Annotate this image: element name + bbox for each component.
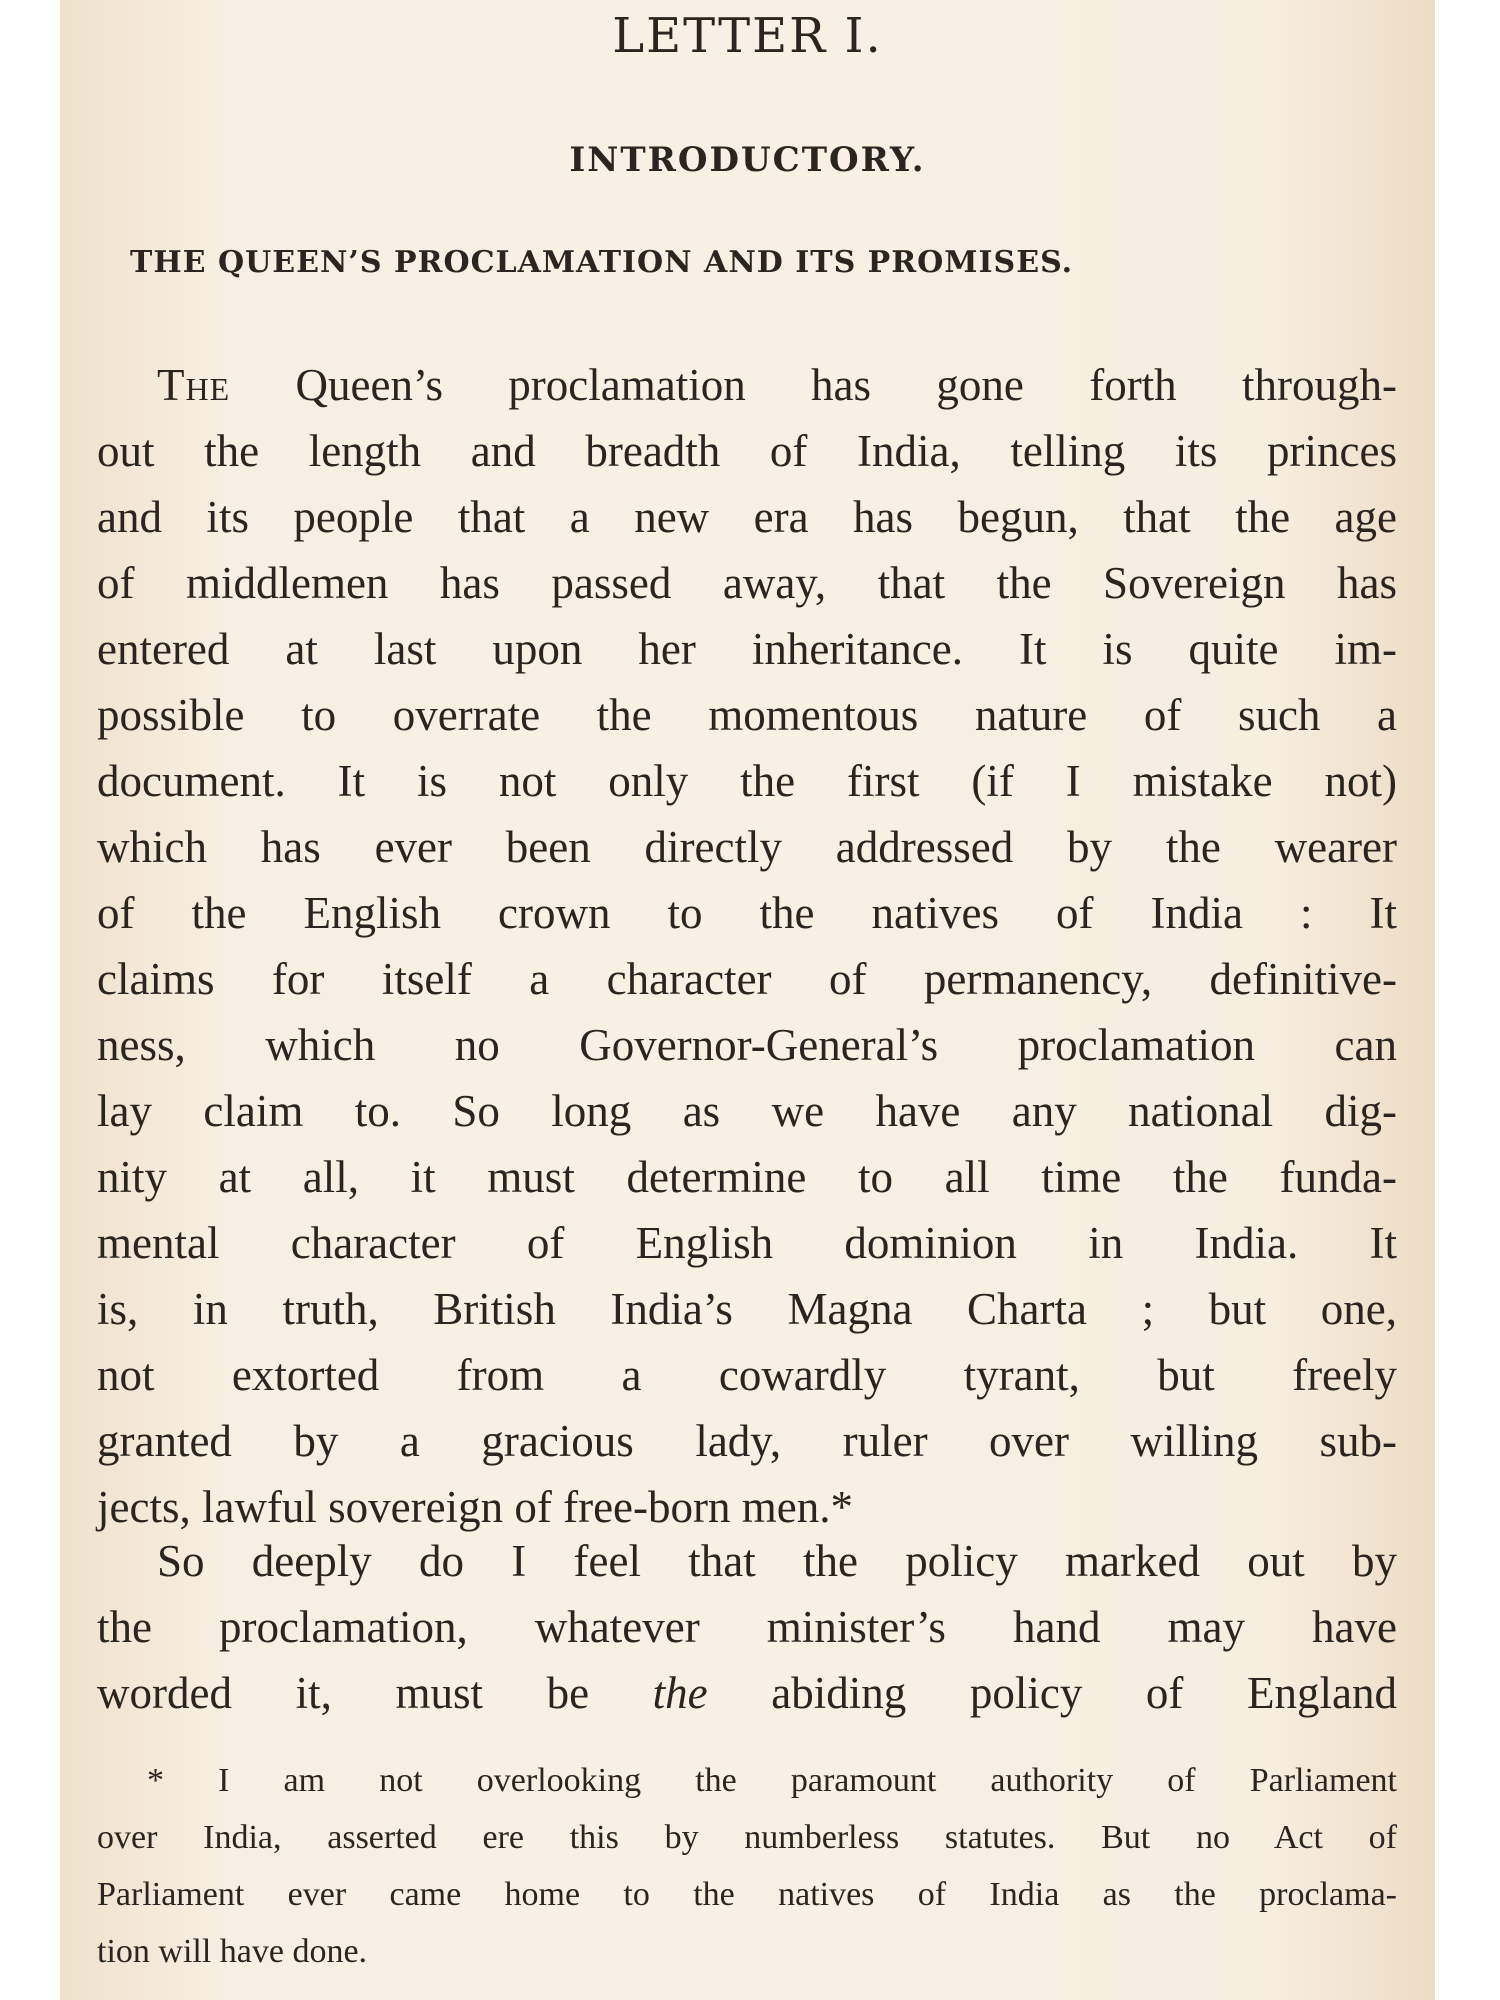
paragraph-line: the proclamation, whatever minister’s hand may have [97, 1602, 1397, 1652]
paragraph-line: out the length and breadth of India, telling its princes [97, 426, 1397, 476]
introductory-heading: INTRODUCTORY. [569, 140, 926, 180]
paragraph-line: of middlemen has passed away, that the Sovereign has [97, 558, 1397, 608]
chapter-subtitle: THE QUEEN’S PROCLAMATION AND ITS PROMISES. [130, 245, 1074, 280]
paragraph-line [97, 352, 1397, 418]
paragraph-line: So deeply do I feel that the policy marked out by [157, 1536, 1397, 1586]
paragraph-line: ness, which no Governor-General’s proclamation can [97, 1020, 1397, 1070]
footnote [97, 1752, 1397, 1980]
paragraph-line: jects, lawful sovereign of free-born men.* [97, 1482, 853, 1532]
paragraph-line: mental character of English dominion in India. It [97, 1218, 1397, 1268]
paragraph-line: is, in truth, British India’s Magna Charta ; but one, [97, 1284, 1397, 1334]
paragraph-2 [97, 1528, 1397, 1726]
paragraph-line: entered at last upon her inheritance. It is quite im- [97, 624, 1397, 674]
paragraph-line: and its people that a new era has begun, that the age [97, 492, 1397, 542]
book-page [60, 0, 1435, 2000]
paragraph-line-text: Queen’s proclamation has gone forth through- [230, 360, 1397, 410]
footnote-line: Parliament ever came home to the natives of India as the proclama- [97, 1876, 1397, 1913]
paragraph-line: possible to overrate the momentous nature of such a [97, 690, 1397, 740]
footnote-line: * I am not overlooking the paramount authority of Parliament [147, 1762, 1397, 1799]
paragraph-1 [97, 352, 1397, 1540]
footnote-line: over India, asserted ere this by numberless statutes. But no Act of [97, 1819, 1397, 1856]
paragraph-line: claims for itself a character of permanency, definitive- [97, 954, 1397, 1004]
paragraph-line: which has ever been directly addressed by the wearer [97, 822, 1397, 872]
dropcap-word: The [157, 360, 231, 410]
paragraph-line: not extorted from a cowardly tyrant, but freely [97, 1350, 1397, 1400]
letter-heading: LETTER I. [612, 8, 883, 64]
line-text-after: abiding policy of England [707, 1668, 1397, 1718]
paragraph-line: lay claim to. So long as we have any national dig- [97, 1086, 1397, 1136]
paragraph-line: nity at all, it must determine to all time the funda- [97, 1152, 1397, 1202]
line-text-before: worded it, must be [97, 1668, 653, 1718]
footnote-line: tion will have done. [97, 1933, 368, 1970]
emphasized-word: the [652, 1668, 708, 1718]
paragraph-line: of the English crown to the natives of India : It [97, 888, 1397, 938]
paragraph-line [97, 1660, 1397, 1726]
paragraph-line: granted by a gracious lady, ruler over willing sub- [97, 1416, 1397, 1466]
paragraph-line: document. It is not only the first (if I mistake not) [97, 756, 1397, 806]
